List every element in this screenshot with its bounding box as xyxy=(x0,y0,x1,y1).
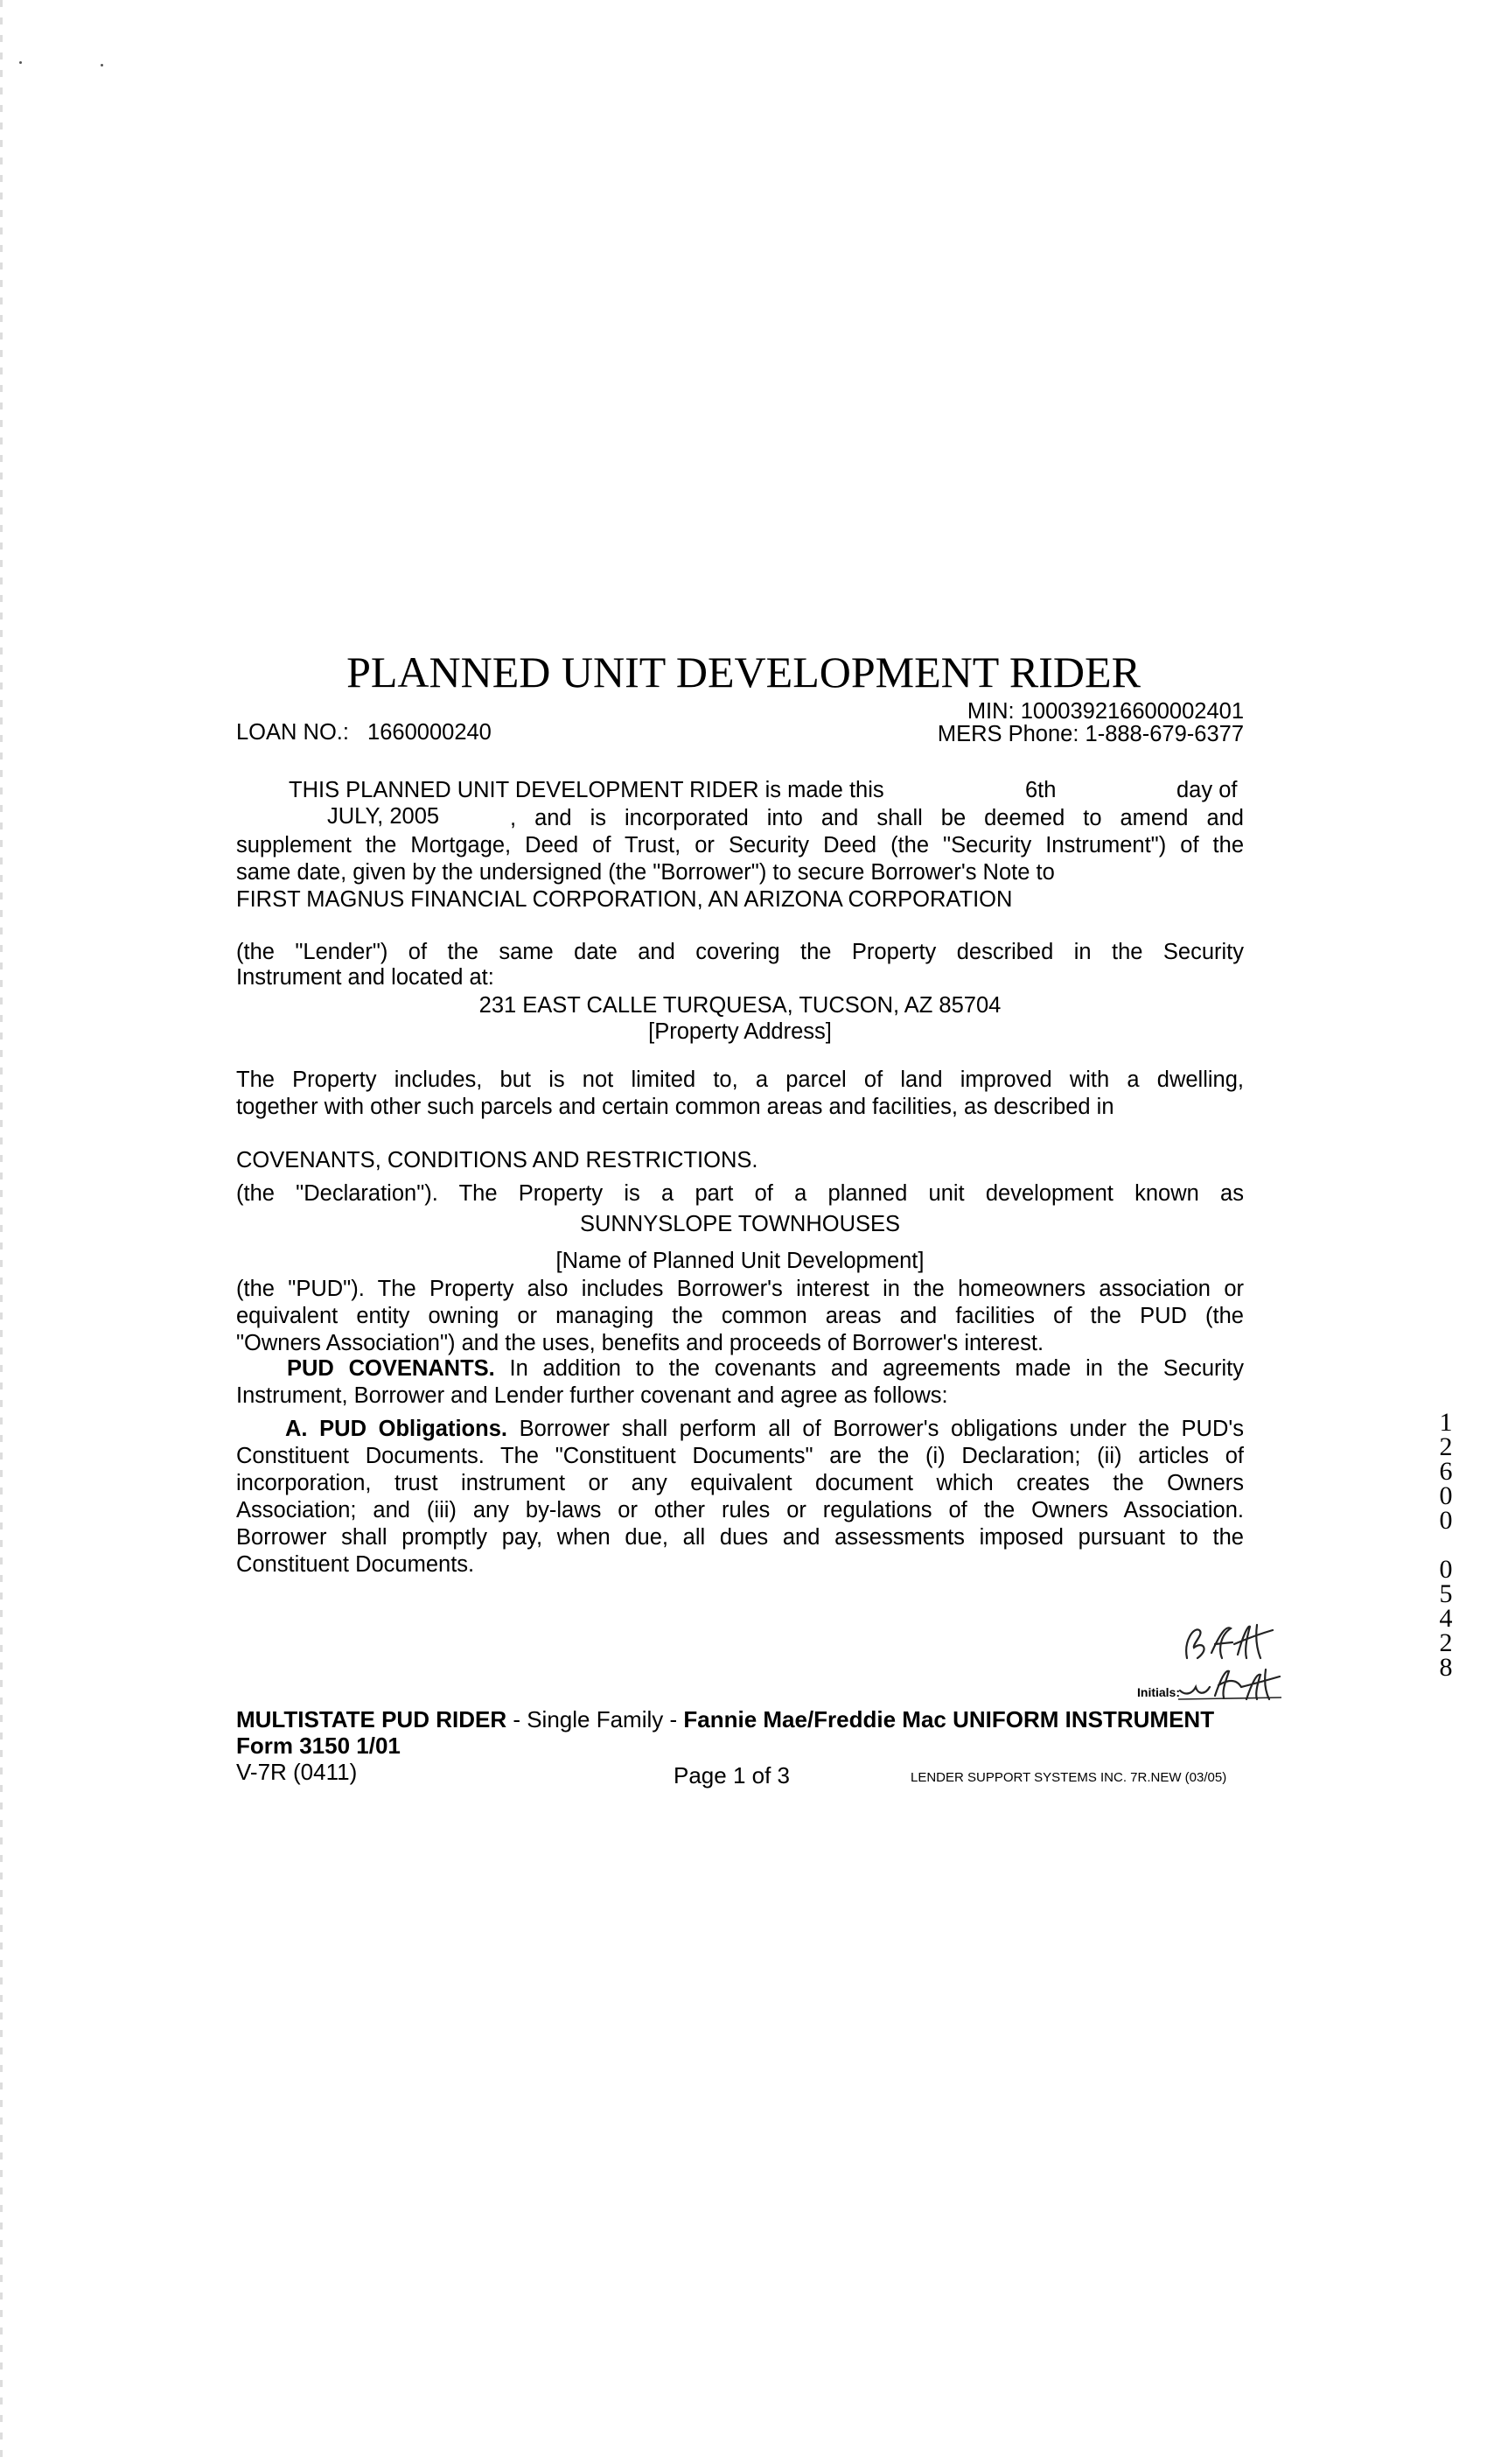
property-line-1: The Property includes, but is not limited to, a parcel of land improved with a dwelling, xyxy=(236,1068,1244,1092)
scan-speck xyxy=(19,61,22,64)
stamp-digit: 1 xyxy=(1439,1408,1453,1437)
form-number: Form 3150 1/01 xyxy=(236,1732,401,1759)
loan-number-line xyxy=(236,719,492,746)
covenants-heading: PUD COVENANTS. xyxy=(287,1356,495,1381)
mers-block xyxy=(938,700,1244,746)
intro-line-4: same date, given by the undersigned (the "Borrower") to secure Borrower's Note to xyxy=(236,860,1055,885)
declaration-name: COVENANTS, CONDITIONS AND RESTRICTIONS. xyxy=(236,1148,758,1172)
property-line-4: (the "PUD"). The Property also includes Borrower's interest in the homeowners association or xyxy=(236,1277,1244,1301)
rider-day: 6th xyxy=(1025,778,1057,802)
obligations-line-6: Constituent Documents. xyxy=(236,1552,475,1577)
initials-label: Initials: xyxy=(1137,1685,1181,1699)
scan-speck xyxy=(101,64,103,66)
form-version: V-7R (0411) xyxy=(236,1759,358,1785)
obligations-line-3: incorporation, trust instrument or any equivalent document which creates the Owners xyxy=(236,1471,1244,1495)
covenants-line-1-text: In addition to the covenants and agreements made in the Security xyxy=(494,1356,1244,1381)
stamp-digit: 2 xyxy=(1439,1432,1453,1461)
lender-name: FIRST MAGNUS FINANCIAL CORPORATION, AN ARIZONA CORPORATION xyxy=(236,887,1013,912)
stamp-gap xyxy=(1433,1533,1459,1558)
document-title: PLANNED UNIT DEVELOPMENT RIDER xyxy=(346,648,1141,696)
obligations-line-1-text: Borrower shall perform all of Borrower's obligations under the PUD's xyxy=(506,1417,1245,1441)
stamp-digit: 8 xyxy=(1439,1653,1453,1682)
scan-edge xyxy=(0,0,3,2464)
loan-label: LOAN NO.: xyxy=(236,720,349,745)
stamp-digit: 0 xyxy=(1439,1481,1453,1510)
page-number: Page 1 of 3 xyxy=(674,1762,790,1788)
rider-date: JULY, 2005 xyxy=(327,804,440,829)
stamp-digit: 6 xyxy=(1439,1457,1453,1486)
covenants-line-1 xyxy=(287,1355,1244,1382)
property-line-2: together with other such parcels and certain common areas and facilities, as described in xyxy=(236,1095,1114,1119)
initials-signature-1 xyxy=(1176,1614,1316,1667)
obligations-line-5: Borrower shall promptly pay, when due, all dues and assessments imposed pursuant to the xyxy=(236,1525,1244,1550)
form-title-line xyxy=(236,1706,1214,1732)
property-address: 231 EAST CALLE TURQUESA, TUCSON, AZ 85704 xyxy=(478,993,1002,1018)
stamp-digit: 4 xyxy=(1439,1604,1453,1633)
intro-line-1a: THIS PLANNED UNIT DEVELOPMENT RIDER is made this xyxy=(289,778,884,802)
pud-name: SUNNYSLOPE TOWNHOUSES xyxy=(579,1212,901,1236)
obligations-line-2: Constituent Documents. The "Constituent Documents" are the (i) Declaration; (ii) articles of xyxy=(236,1444,1244,1468)
form-subtitle: - Single Family - xyxy=(506,1706,684,1732)
stamp-digit: 0 xyxy=(1439,1506,1453,1535)
property-line-3: (the "Declaration"). The Property is a part of a planned unit development known as xyxy=(236,1181,1244,1206)
form-instrument: Fannie Mae/Freddie Mac UNIFORM INSTRUMENT xyxy=(683,1706,1215,1732)
lender-line-2: Instrument and located at: xyxy=(236,965,494,990)
property-line-5: equivalent entity owning or managing the common areas and facilities of the PUD (the xyxy=(236,1304,1244,1328)
intro-line-2: , and is incorporated into and shall be deemed to amend and xyxy=(510,806,1244,830)
intro-line-3: supplement the Mortgage, Deed of Trust, or Security Deed (the "Security Instrument") of the xyxy=(236,833,1244,858)
min-number: MIN: 100039216600002401 xyxy=(967,699,1244,724)
pud-name-caption: [Name of Planned Unit Development] xyxy=(555,1249,925,1273)
form-title: MULTISTATE PUD RIDER xyxy=(236,1706,507,1732)
recording-stamp xyxy=(1433,1410,1459,1680)
stamp-digit: 5 xyxy=(1439,1579,1453,1608)
stamp-digit: 2 xyxy=(1439,1628,1453,1657)
obligations-line-1 xyxy=(285,1416,1244,1443)
loan-number: 1660000240 xyxy=(367,720,492,745)
property-line-6: "Owners Association") and the uses, benefits and proceeds of Borrower's interest. xyxy=(236,1331,1044,1355)
obligations-line-4: Association; and (iii) any by-laws or other rules or regulations of the Owners Association. xyxy=(236,1498,1244,1522)
initials-signature-2 xyxy=(1176,1661,1286,1704)
lender-line-1: (the "Lender") of the same date and covering the Property described in the Security xyxy=(236,940,1244,964)
property-address-caption: [Property Address] xyxy=(648,1019,832,1044)
mers-phone: MERS Phone: 1-888-679-6377 xyxy=(937,722,1244,746)
obligations-heading: A. PUD Obligations. xyxy=(285,1417,507,1441)
covenants-line-2: Instrument, Borrower and Lender further covenant and agree as follows: xyxy=(236,1383,948,1408)
vendor-code: LENDER SUPPORT SYSTEMS INC. 7R.NEW (03/05) xyxy=(911,1770,1227,1785)
stamp-digit: 0 xyxy=(1439,1555,1453,1584)
intro-day-of: day of xyxy=(1176,778,1238,802)
